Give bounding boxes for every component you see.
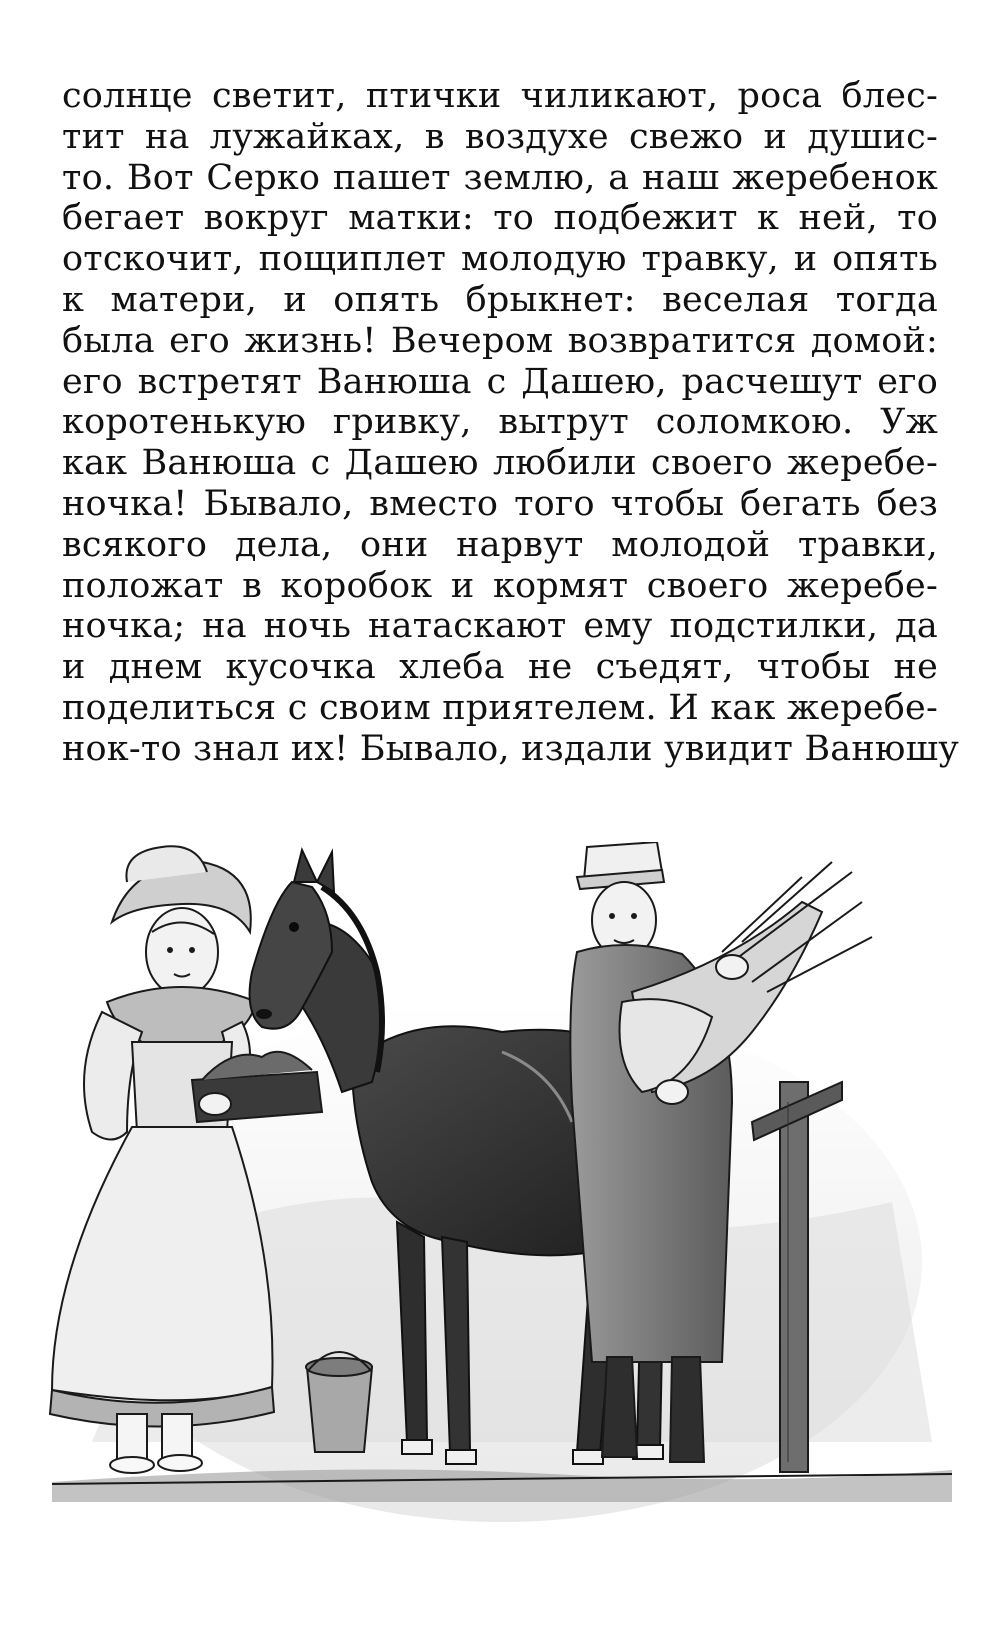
text-line-3: то. Вот Серко пашет землю, а наш жеребенок [62,157,938,198]
ground [52,1470,952,1503]
body-text [62,76,960,770]
text-line-2: тит на лужайках, в воздухе свежо и душис- [62,116,938,157]
illustration [32,842,972,1542]
text-line-12: всякого дела, они нарвут молодой травки, [62,524,938,565]
text-line-5: отскочит, пощиплет молодую травку, и опять [62,239,938,280]
bucket [306,1352,372,1452]
text-line-16: поделиться с своим приятелем. И как жеребе- [62,687,938,728]
text-line-1: солнце светит, птички чиликают, роса блес- [62,76,938,116]
text-line-15: и днем кусочка хлеба не съедят, чтобы не [62,647,938,688]
text-line-7: была его жизнь! Вечером возвратится домой: [62,320,938,361]
text-line-10: как Ванюша с Дашею любили своего жеребе- [62,443,938,484]
text-line-8: его встретят Ванюша с Дашею, расчешут его [62,361,938,402]
illustration-svg [32,842,972,1542]
text-line-14: ночка; на ночь натаскают ему подстилки, да [62,606,938,647]
text-line-13: положат в коробок и кормят своего жеребе- [62,565,938,606]
text-line-11: ночка! Бывало, вместо того чтобы бегать без [62,483,938,524]
text-line-17: нок-то знал их! Бывало, издали увидит Ванюшу [62,728,960,769]
text-line-4: бегает вокруг матки: то подбежит к ней, то [62,198,938,239]
text-line-6: к матери, и опять брыкнет: веселая тогда [62,279,938,320]
text-line-9: коротенькую гривку, вытрут соломкою. Уж [62,402,938,443]
